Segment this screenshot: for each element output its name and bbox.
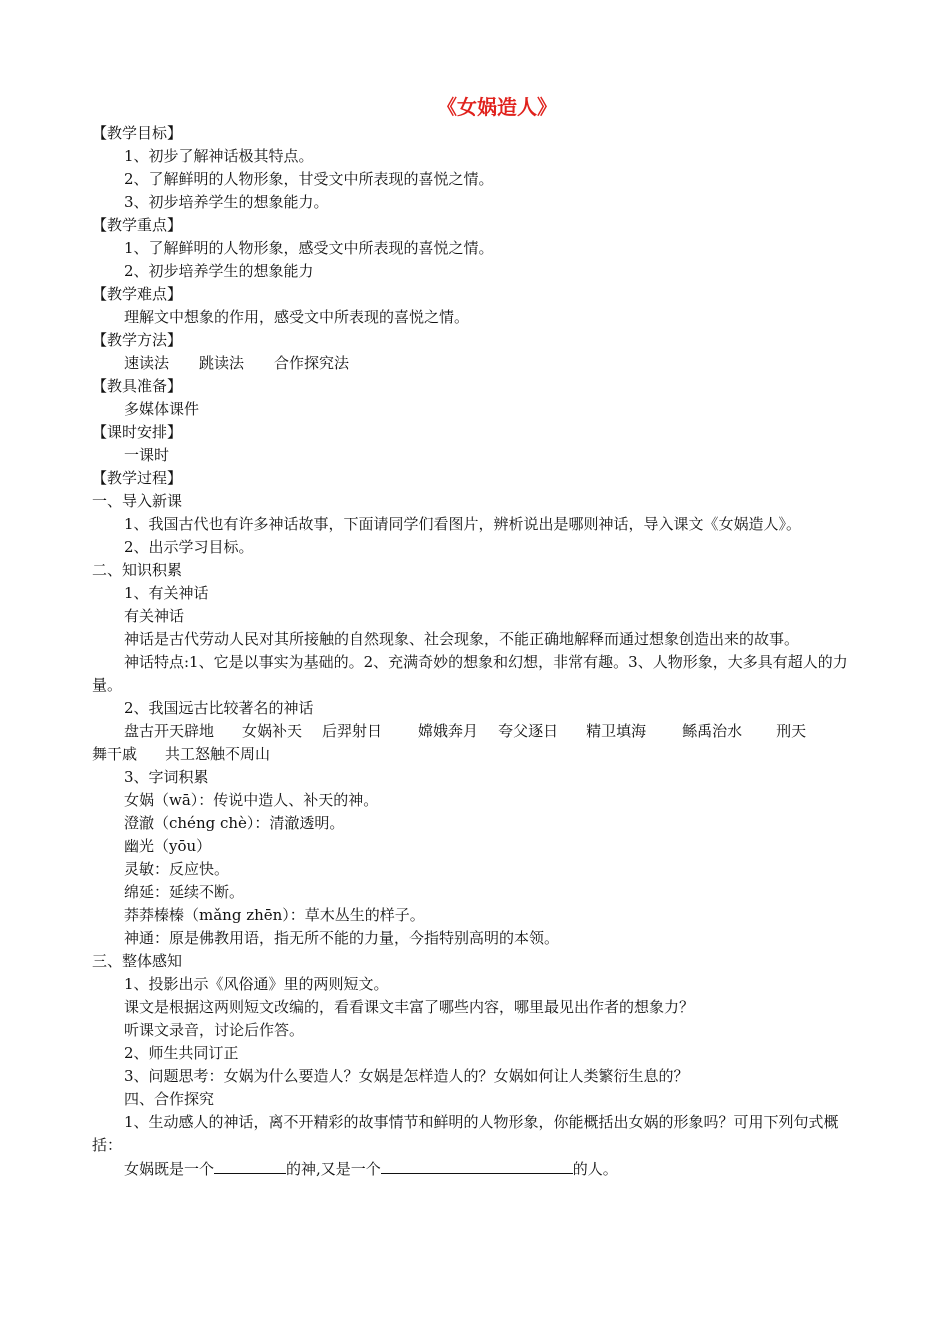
difficulty-text: 理解文中想象的作用，感受文中所表现的喜悦之情。 (124, 308, 470, 326)
step-heading: 二、知识积累 (92, 561, 183, 579)
step-heading: 三、整体感知 (92, 952, 183, 970)
fill-text: 女娲既是一个 (124, 1160, 215, 1178)
section-goals: 【教学目标】 (92, 124, 183, 142)
method-item: 合作探究法 (274, 354, 350, 372)
paragraph: 课文是根据这两则短文改编的，看看课文丰富了哪些内容，哪里最见出作者的想象力？ (124, 998, 695, 1016)
goal-item: 3、初步培养学生的想象能力。 (124, 193, 329, 211)
paragraph: 神话是古代劳动人民对其所接触的自然现象、社会现象，不能正确地解释而通过想象创造出来的故事。 (124, 630, 800, 648)
myth-item: 夸父逐日 (498, 722, 559, 740)
paragraph: 2、出示学习目标。 (124, 538, 254, 556)
word-item: 女娲（wā）：传说中造人、补天的神。 (124, 791, 379, 809)
paragraph: 1、有关神话 (124, 584, 209, 602)
word-item: 灵敏：反应快。 (124, 860, 230, 878)
word-item: 神通：原是佛教用语，指无所不能的力量，今指特别高明的本领。 (124, 929, 560, 947)
paragraph: 3、字词积累 (124, 768, 209, 786)
fill-text: 的人。 (572, 1160, 618, 1178)
method-list (92, 352, 862, 375)
paragraph: 听课文录音，讨论后作答。 (124, 1021, 305, 1039)
key-item: 1、了解鲜明的人物形象，感受文中所表现的喜悦之情。 (124, 239, 494, 257)
myth-item: 刑天 (776, 722, 807, 740)
key-item: 2、初步培养学生的想象能力 (124, 262, 314, 280)
paragraph: 3、问题思考：女娲为什么要造人？女娲是怎样造人的？女娲如何让人类繁衍生息的？ (124, 1067, 689, 1085)
document-page (92, 92, 862, 1180)
step-heading: 四、合作探究 (124, 1090, 215, 1108)
section-difficulty: 【教学难点】 (92, 285, 183, 303)
document-title: 《女娲造人》 (437, 95, 557, 119)
answer-blank[interactable] (214, 1157, 286, 1174)
fill-sentence (92, 1157, 862, 1180)
section-time: 【课时安排】 (92, 423, 183, 441)
paragraph: 1、投影出示《风俗通》里的两则短文。 (124, 975, 389, 993)
method-item: 跳读法 (199, 354, 245, 372)
myth-list-cont (92, 743, 862, 766)
tools-text: 多媒体课件 (124, 400, 200, 418)
myth-item: 嫦娥奔月 (418, 722, 479, 740)
section-method: 【教学方法】 (92, 331, 183, 349)
myth-item: 后羿射日 (322, 722, 383, 740)
word-item: 莽莽榛榛（mǎng zhēn）：草木丛生的样子。 (124, 906, 425, 924)
answer-blank[interactable] (381, 1157, 573, 1174)
goal-item: 1、初步了解神话极其特点。 (124, 147, 314, 165)
myth-item: 鲧禹治水 (682, 722, 743, 740)
method-item: 速读法 (124, 354, 170, 372)
paragraph: 有关神话 (124, 607, 185, 625)
myth-item: 精卫填海 (586, 722, 647, 740)
myth-item: 共工怒触不周山 (165, 745, 271, 763)
myth-list (92, 720, 862, 743)
paragraph: 神话特点:1、它是以事实为基础的。2、充满奇妙的想象和幻想，非常有趣。3、人物形象，大多具有超人的力量。 (92, 653, 848, 694)
word-item: 澄澈（chéng chè）：清澈透明。 (124, 814, 345, 832)
paragraph: 2、师生共同订正 (124, 1044, 239, 1062)
goal-item: 2、了解鲜明的人物形象，甘受文中所表现的喜悦之情。 (124, 170, 494, 188)
paragraph: 1、我国古代也有许多神话故事，下面请同学们看图片，辨析说出是哪则神话，导入课文《女娲造人》。 (124, 515, 802, 533)
word-item: 绵延：延续不断。 (124, 883, 245, 901)
word-item: 幽光（yōu） (124, 837, 212, 855)
section-tools: 【教具准备】 (92, 377, 183, 395)
time-text: 一课时 (124, 446, 170, 464)
step-heading: 一、导入新课 (92, 492, 183, 510)
section-process: 【教学过程】 (92, 469, 183, 487)
section-key: 【教学重点】 (92, 216, 183, 234)
fill-text: 的神,又是一个 (286, 1160, 381, 1178)
myth-item: 盘古开天辟地 (124, 722, 215, 740)
paragraph: 1、生动感人的神话，离不开精彩的故事情节和鲜明的人物形象，你能概括出女娲的形象吗？可用下列句式概括： (92, 1113, 839, 1154)
myth-item: 女娲补天 (242, 722, 303, 740)
myth-item-cont: 舞干戚 (92, 745, 138, 763)
paragraph: 2、我国远古比较著名的神话 (124, 699, 314, 717)
